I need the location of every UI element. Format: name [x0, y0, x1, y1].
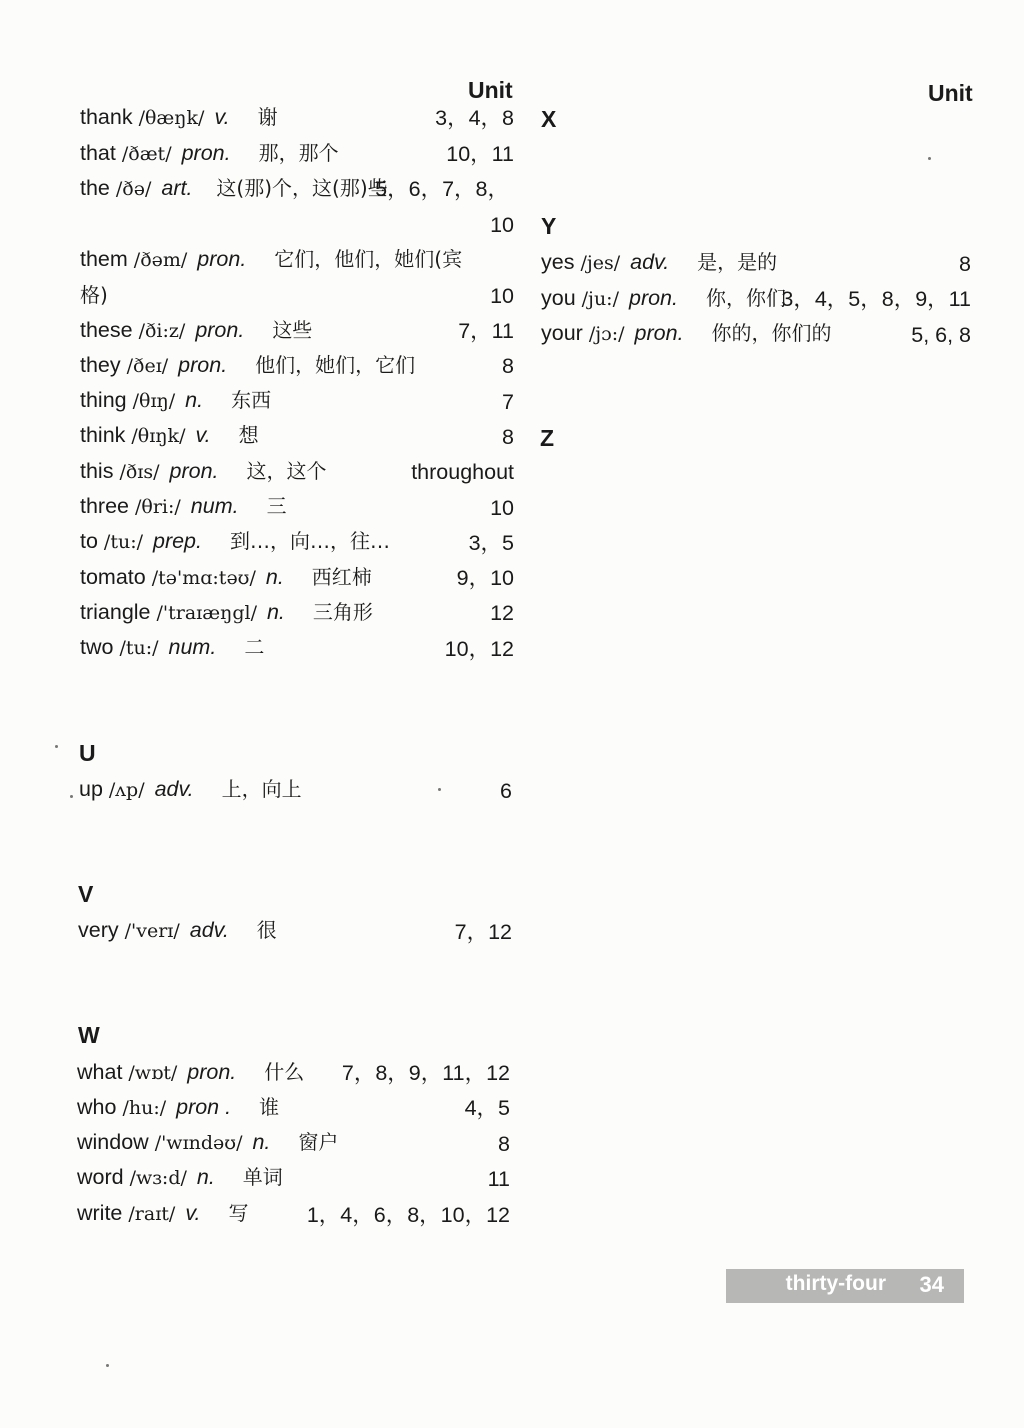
section-letter-v: V — [78, 881, 94, 907]
entry-units: 4，5 — [464, 1096, 510, 1120]
entry-phonetic: /θɪŋk/ — [131, 425, 186, 447]
entry-chinese: 西红柿 — [311, 565, 372, 589]
section-letter-w: W — [78, 1022, 100, 1048]
entry-word: very — [78, 918, 119, 942]
entry-word: the — [80, 176, 110, 200]
entry-this — [80, 457, 327, 486]
entry-phonetic: /ju:/ — [581, 288, 619, 310]
entry-phonetic: /θɪŋ/ — [132, 390, 176, 412]
entry-chinese: 谁 — [259, 1095, 280, 1119]
entry-units: throughout — [411, 460, 514, 484]
scan-speck — [928, 157, 931, 160]
entry-pos: pron . — [176, 1095, 232, 1119]
entry-write — [77, 1199, 248, 1228]
entry-that — [80, 139, 339, 168]
page-number-word: thirty-four — [785, 1272, 886, 1295]
entry-word — [77, 1163, 283, 1192]
section-letter-z: Z — [540, 425, 555, 451]
entry-units: 5, 6, 8 — [911, 323, 971, 347]
entry-units: 12 — [490, 601, 514, 625]
section-letter-y: Y — [541, 213, 557, 239]
unit-column-header-right: Unit — [928, 80, 973, 106]
entry-units: 8 — [959, 252, 971, 276]
entry-triangle — [80, 598, 373, 627]
scan-speck — [106, 1364, 109, 1367]
entry-chinese: 那，那个 — [258, 141, 339, 165]
entry-pos: art. — [161, 176, 193, 200]
entry-phonetic: /ðə/ — [115, 178, 152, 200]
entry-chinese: 它们，他们，她们(宾 — [274, 247, 463, 271]
entry-phonetic: /tu:/ — [103, 531, 143, 553]
entry-chinese: 东西 — [231, 388, 272, 412]
entry-units: 7，12 — [454, 920, 512, 944]
entry-chinese: 这些 — [272, 318, 313, 342]
entry-units: 10，12 — [444, 637, 514, 661]
entry-units: 10，11 — [446, 142, 514, 166]
entry-pos: n. — [185, 388, 204, 412]
entry-them-continued — [80, 281, 108, 309]
entry-phonetic: /wɜ:d/ — [129, 1167, 187, 1189]
entry-chinese: 到…，向…，往… — [229, 529, 390, 553]
entry-phonetic: /wɒt/ — [128, 1062, 178, 1084]
entry-word: that — [80, 141, 116, 165]
entry-your — [541, 319, 832, 348]
entry-units: 3，4，5，8，9，11 — [781, 287, 971, 311]
entry-units: 6 — [500, 779, 512, 803]
entry-chinese: 写 — [228, 1201, 249, 1225]
entry-pos: pron. — [187, 1060, 237, 1084]
entry-chinese: 你，你们 — [705, 286, 786, 310]
entry-phonetic: /hu:/ — [122, 1097, 167, 1119]
entry-pos: n. — [196, 1165, 215, 1189]
entry-pos: pron. — [178, 353, 228, 377]
entry-the — [80, 174, 388, 203]
entry-pos: adv. — [189, 918, 229, 942]
entry-pos: num. — [168, 635, 217, 659]
entry-very — [78, 916, 277, 945]
entry-pos: num. — [190, 494, 239, 518]
entry-chinese: 是，是的 — [697, 250, 778, 274]
entry-units: 11 — [487, 1167, 510, 1191]
entry-phonetic: /tə'mɑ:təʊ/ — [151, 567, 256, 589]
entry-word: tomato — [80, 565, 146, 589]
scan-speck — [438, 788, 441, 791]
entry-word: this — [80, 459, 114, 483]
entry-phonetic: /'traɪæŋgl/ — [156, 602, 257, 624]
entry-word: you — [541, 286, 576, 310]
entry-word: thank — [80, 105, 133, 129]
entry-units: 9，10 — [456, 566, 514, 590]
entry-units: 8 — [498, 1132, 510, 1156]
entry-chinese: 二 — [244, 635, 265, 659]
entry-word: triangle — [80, 600, 151, 624]
entry-pos: pron. — [195, 318, 245, 342]
entry-word: two — [80, 635, 114, 659]
entry-phonetic: /ðæt/ — [121, 143, 172, 165]
entry-pos: v. — [185, 1201, 201, 1225]
entry-them — [80, 245, 462, 274]
entry-word: these — [80, 318, 133, 342]
scan-speck — [55, 745, 58, 748]
page-number-banner — [726, 1269, 964, 1303]
entry-word: window — [77, 1130, 149, 1154]
entry-pos: pron. — [169, 459, 219, 483]
entry-window — [77, 1128, 338, 1157]
entry-chinese: 单词 — [242, 1165, 283, 1189]
entry-units: 8 — [502, 425, 514, 449]
entry-word: three — [80, 494, 130, 518]
entry-units: 10 — [490, 284, 514, 308]
unit-column-header: Unit — [468, 77, 513, 103]
entry-units: 7 — [502, 390, 514, 414]
section-letter-u: U — [79, 740, 96, 766]
entry-phonetic: /raɪt/ — [128, 1203, 176, 1225]
scan-speck — [70, 795, 73, 798]
entry-units: 3，5 — [468, 531, 514, 555]
entry-units: 7，11 — [458, 319, 514, 343]
entry-pos: n. — [252, 1130, 271, 1154]
entry-pos: v. — [214, 105, 230, 129]
entry-you — [541, 284, 786, 313]
entry-think — [80, 421, 259, 450]
entry-phonetic: /ðeɪ/ — [126, 355, 169, 377]
entry-thing — [80, 386, 271, 415]
entry-chinese: 他们，她们，它们 — [255, 353, 416, 377]
entry-up — [79, 775, 302, 804]
entry-chinese-continued: 格) — [80, 283, 108, 307]
entry-phonetic: /jɔ:/ — [588, 323, 625, 345]
entry-word: they — [80, 353, 121, 377]
entry-units: 5，6，7，8， — [375, 177, 509, 201]
entry-word: thing — [80, 388, 127, 412]
entry-phonetic: /'wɪndəʊ/ — [154, 1132, 243, 1154]
entry-word: who — [77, 1095, 117, 1119]
entry-chinese: 这(那)个，这(那)些 — [216, 176, 388, 200]
entry-word: your — [541, 321, 583, 345]
entry-three — [80, 492, 287, 521]
entry-yes — [541, 248, 777, 277]
entry-pos: pron. — [181, 141, 231, 165]
entry-they — [80, 351, 415, 380]
entry-chinese: 什么 — [264, 1060, 305, 1084]
entry-pos: n. — [266, 600, 285, 624]
entry-units: 8 — [502, 354, 514, 378]
entry-word: word — [77, 1165, 124, 1189]
page-number: 34 — [919, 1272, 944, 1297]
entry-chinese: 三角形 — [312, 600, 373, 624]
entry-who — [77, 1093, 279, 1122]
entry-pos: prep. — [152, 529, 202, 553]
entry-these — [80, 316, 312, 345]
entry-phonetic: /tu:/ — [119, 637, 159, 659]
entry-phonetic: /jes/ — [580, 252, 621, 274]
entry-chinese: 谢 — [257, 105, 278, 129]
entry-pos: pron. — [628, 286, 678, 310]
section-letter-x: X — [541, 106, 557, 132]
entry-word: yes — [541, 250, 575, 274]
entry-pos: adv. — [154, 777, 194, 801]
entry-what — [77, 1058, 304, 1087]
entry-word: them — [80, 247, 128, 271]
entry-chinese: 窗户 — [298, 1130, 339, 1154]
entry-chinese: 你的，你们的 — [711, 321, 832, 345]
entry-units: 3，4，8 — [435, 106, 514, 130]
entry-tomato — [80, 563, 372, 592]
entry-chinese: 这，这个 — [246, 459, 327, 483]
entry-phonetic: /θæŋk/ — [138, 107, 205, 129]
entry-pos: adv. — [630, 250, 670, 274]
entry-units: 1，4，6，8，10，12 — [306, 1203, 510, 1227]
entry-phonetic: /ði:z/ — [138, 320, 186, 342]
entry-pos: n. — [265, 565, 284, 589]
entry-word: think — [80, 423, 126, 447]
entry-pos: pron. — [197, 247, 247, 271]
entry-units-continued: 10 — [490, 213, 514, 237]
entry-word: what — [77, 1060, 123, 1084]
entry-chinese: 上，向上 — [221, 777, 302, 801]
entry-thank — [80, 103, 278, 132]
entry-pos: pron. — [634, 321, 684, 345]
entry-phonetic: /θri:/ — [135, 496, 181, 518]
entry-phonetic: /'verɪ/ — [124, 920, 180, 942]
entry-two — [80, 633, 264, 662]
entry-pos: v. — [195, 423, 211, 447]
entry-chinese: 想 — [238, 423, 259, 447]
entry-units: 10 — [490, 496, 514, 520]
entry-word: to — [80, 529, 98, 553]
entry-to — [80, 527, 390, 556]
entry-chinese: 三 — [266, 494, 287, 518]
entry-word: up — [79, 777, 103, 801]
entry-phonetic: /ðɪs/ — [119, 461, 160, 483]
entry-phonetic: /ðəm/ — [133, 249, 188, 271]
entry-word: write — [77, 1201, 123, 1225]
entry-units: 7，8，9，11，12 — [341, 1061, 510, 1085]
entry-phonetic: /ʌp/ — [108, 779, 145, 801]
entry-chinese: 很 — [256, 918, 277, 942]
